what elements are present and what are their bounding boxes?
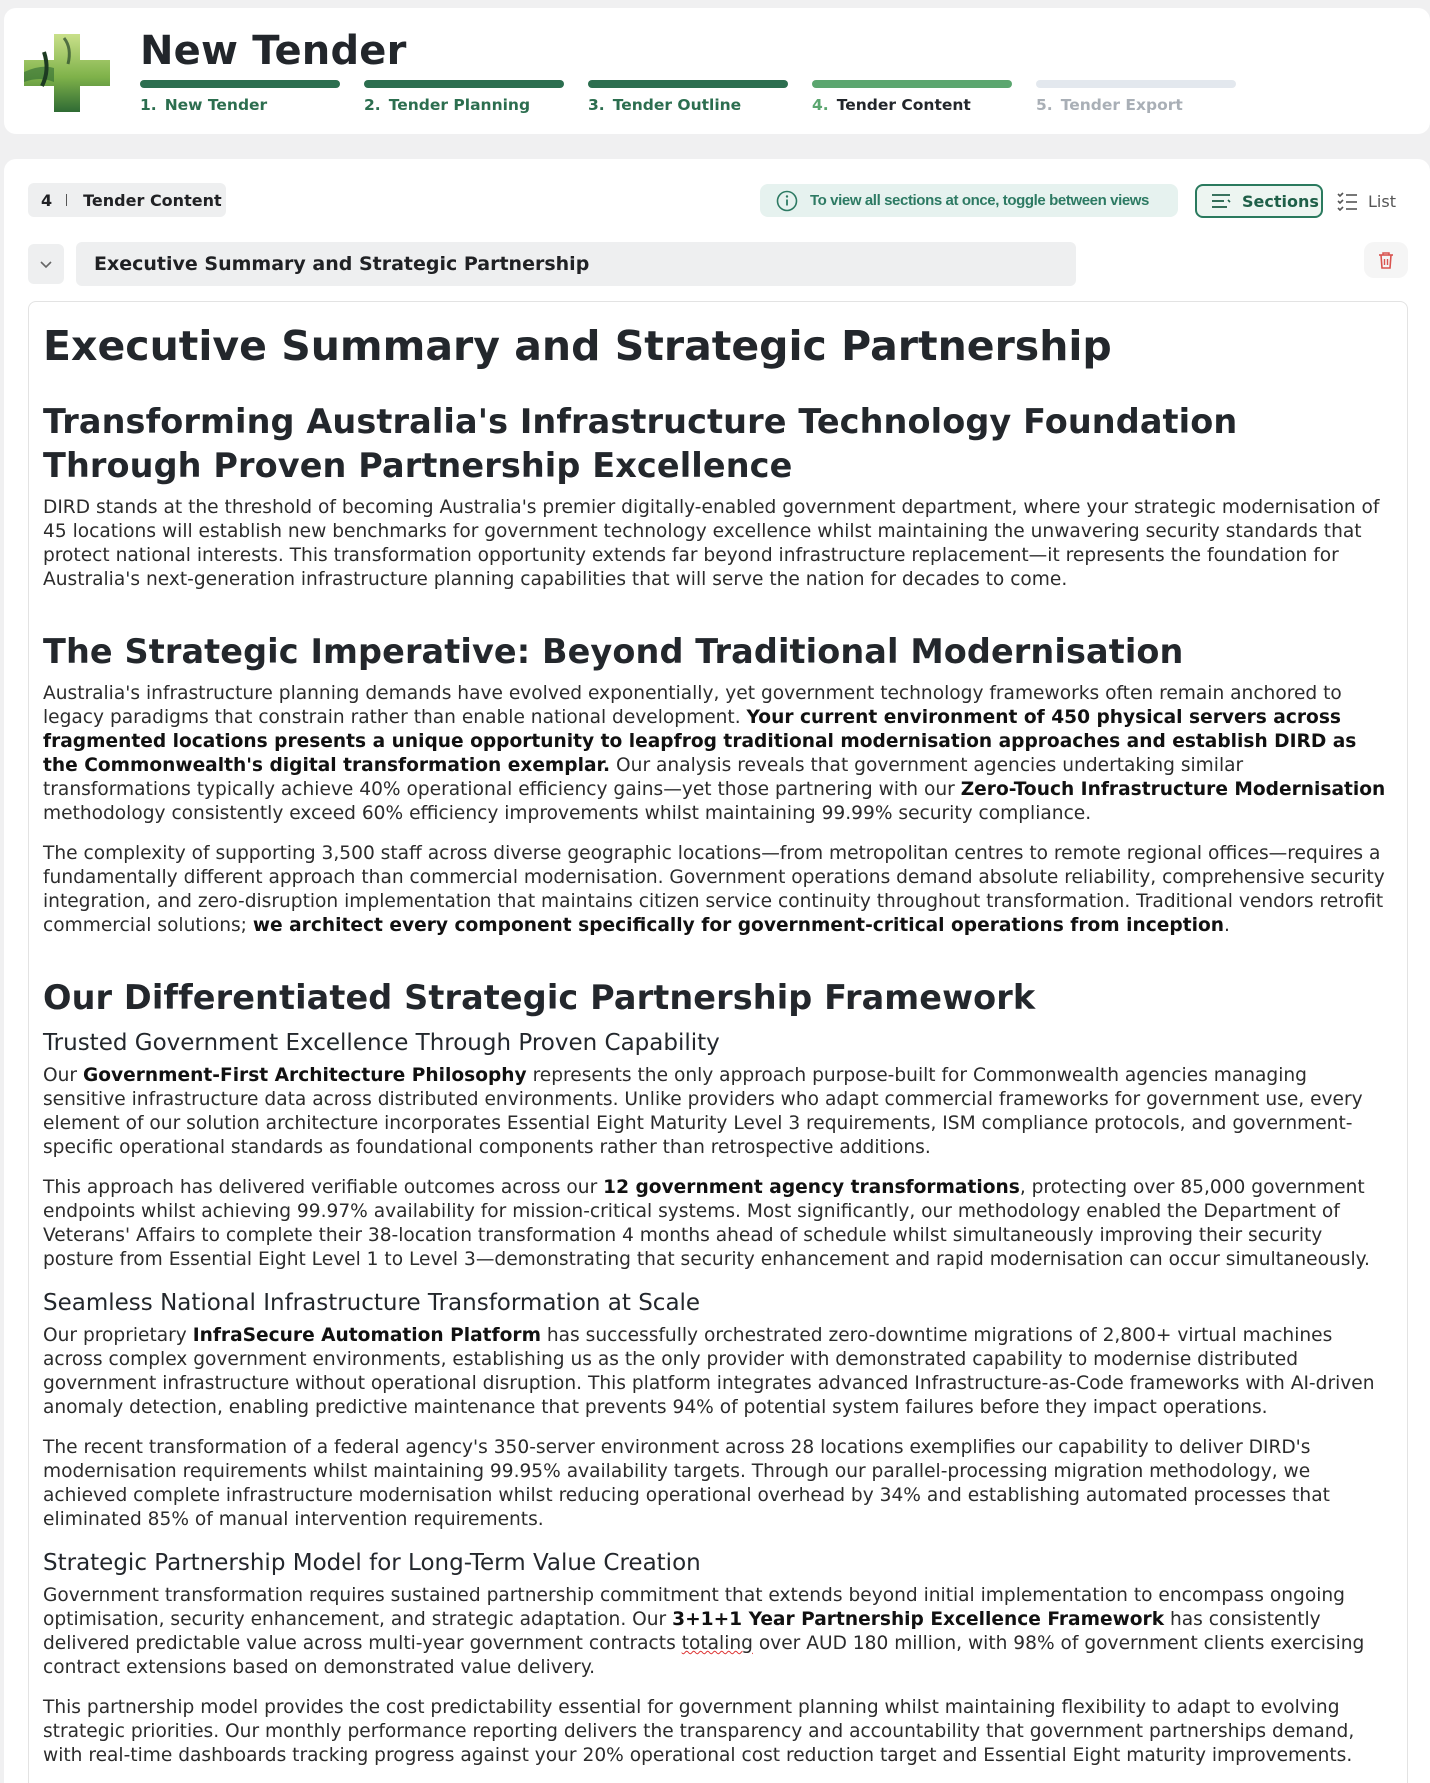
sections-label: Sections [1242,191,1319,211]
list-icon [1336,191,1358,211]
step-label: New Tender [164,96,268,114]
trash-icon [1377,250,1395,270]
list-label: List [1368,191,1396,211]
heading-transforming: Transforming Australia's Infrastructure Technology Foundation Through Proven Partnership Excellence [43,402,1238,485]
paragraph-trusted-1: Our Government-First Architecture Philosophy represents the only approach purpose-built for Commonwealth agencies managing sensitive infrastructure data across distributed environments. Unlike providers who adapt commercial frameworks for government use, every element of our solution architecture incorporates Essential Eight Maturity Level 3 requirements, ISM compliance protocols, and government-specific operational standards as foundational components rather than retrospective additions. [43,1065,1363,1158]
paragraph-imperative-1: Australia's infrastructure planning demands have evolved exponentially, yet government technology frameworks often remain anchored to legacy paradigms that constrain rather than enable national development. Your current environment of 450 physical servers across fragmented locations presents a unique opportunity to leapfrog traditional modernisation approaches and establish DIRD as the Commonwealth's digital transformation exemplar. Our analysis reveals that government agencies undertaking similar transformations typically achieve 40% operational efficiency gains—yet those partnering with our Zero-Touch Infrastructure Modernisation methodology consistently exceed 60% efficiency improvements whilst maintaining 99.99% security compliance. [43,683,1386,824]
step-number: 4. [812,96,829,114]
step-new-tender[interactable] [140,80,340,120]
step-tender-content[interactable] [812,80,1012,120]
list-view-button[interactable] [1332,184,1408,218]
step-tender-outline[interactable] [588,80,788,120]
paragraph-model-1: Government transformation requires sustained partnership commitment that extends beyond initial implementation to encompass ongoing optimisation, security enhancement, and strategic adaptation. Our 3+1+1 Year Partnership Excellence Framework has consistently delivered predictable value across multi-year government contracts totaling over AUD 180 million, with 98% of government clients exercising contract extensions based on demonstrated value delivery. [43,1585,1365,1678]
sections-icon [1210,192,1232,210]
step-label: Tender Content [836,96,971,114]
collapse-section-button[interactable] [28,244,64,284]
document-title: Executive Summary and Strategic Partnership [43,322,1112,370]
paragraph-seamless-1: Our proprietary InfraSecure Automation Platform has successfully orchestrated zero-downtime migrations of 2,800+ virtual machines across complex government environments, establishing us as the only provider with demonstrated capability to modernise distributed government infrastructure without operational disruption. This platform integrates advanced Infrastructure-as-Code frameworks with AI-driven anomaly detection, enabling predictive maintenance that prevents 94% of potential system failures before they impact operations. [43,1325,1375,1418]
logo-icon [24,30,118,116]
step-number: 5. [1036,96,1053,114]
subheading-trusted-excellence: Trusted Government Excellence Through Proven Capability [43,1030,720,1056]
step-progress-bar [1036,80,1236,88]
spellcheck-flagged-word: totaling [681,1633,753,1654]
heading-framework: Our Differentiated Strategic Partnership Framework [43,978,1036,1017]
subheading-partnership-model: Strategic Partnership Model for Long-Term Value Creation [43,1550,701,1576]
step-progress-bar [588,80,788,88]
step-label: Tender Planning [388,96,531,114]
paragraph-intro: DIRD stands at the threshold of becoming Australia's premier digitally-enabled government department, where your strategic modernisation of 45 locations will establish new benchmarks for government technology excellence whilst maintaining the unwavering security standards that protect national interests. This transformation opportunity extends far beyond infrastructure replacement—it represents the foundation for Australia's next-generation infrastructure planning capabilities that will serve the nation for decades to come. [43,497,1380,590]
chip-divider [66,194,67,206]
step-tender-export[interactable] [1036,80,1236,120]
step-number: 1. [140,96,157,114]
step-number: 2. [364,96,381,114]
current-step-label: Tender Content [83,190,222,210]
info-icon [776,190,798,212]
section-title-input[interactable] [76,242,1076,286]
sections-view-button[interactable] [1195,184,1323,218]
view-toggle-hint [760,184,1178,217]
current-step-number: 4 [41,190,53,210]
subheading-seamless-transformation: Seamless National Infrastructure Transformation at Scale [43,1290,701,1316]
content-editor[interactable] [28,301,1408,1783]
chevron-down-icon [39,259,53,269]
delete-section-button[interactable] [1364,242,1408,278]
heading-strategic-imperative: The Strategic Imperative: Beyond Traditional Modernisation [43,632,1184,671]
step-progress-bar [364,80,564,88]
app-title: New Tender [140,28,407,74]
step-label: Tender Export [1060,96,1183,114]
hint-text: To view all sections at once, toggle between views [810,192,1149,209]
current-step-chip [28,183,226,217]
step-tender-planning[interactable] [364,80,564,120]
step-label: Tender Outline [612,96,742,114]
paragraph-imperative-2: The complexity of supporting 3,500 staff across diverse geographic locations—from metropolitan centres to remote regional offices—requires a fundamentally different approach than commercial modernisation. Government operations demand absolute reliability, comprehensive security integration, and zero-disruption implementation that maintains citizen service continuity throughout transformation. Traditional vendors retrofit commercial solutions; we architect every component specifically for government-critical operations from inception. [43,843,1385,936]
step-progress-bar [140,80,340,88]
stepper [140,80,1240,120]
paragraph-seamless-2: The recent transformation of a federal agency's 350-server environment across 28 locations exemplifies our capability to deliver DIRD's modernisation requirements whilst maintaining 99.95% availability targets. Through our parallel-processing migration methodology, we achieved complete infrastructure modernisation whilst reducing operational overhead by 34% and establishing automated processes that eliminated 85% of manual intervention requirements. [43,1437,1330,1530]
step-progress-bar [812,80,1012,88]
paragraph-trusted-2: This approach has delivered verifiable outcomes across our 12 government agency transformations, protecting over 85,000 government endpoints whilst achieving 99.97% availability for mission-critical systems. Most significantly, our methodology enabled the Department of Veterans' Affairs to complete their 38-location transformation 4 months ahead of schedule whilst simultaneously improving their security posture from Essential Eight Level 1 to Level 3—demonstrating that security enhancement and rapid modernisation can occur simultaneously. [43,1177,1370,1270]
paragraph-model-2: This partnership model provides the cost predictability essential for government planning whilst maintaining flexibility to adapt to evolving strategic priorities. Our monthly performance reporting delivers the transparency and accountability that government partnerships demand, with real-time dashboards tracking progress against your 20% operational cost reduction target and Essential Eight maturity improvements. [43,1697,1355,1766]
step-number: 3. [588,96,605,114]
